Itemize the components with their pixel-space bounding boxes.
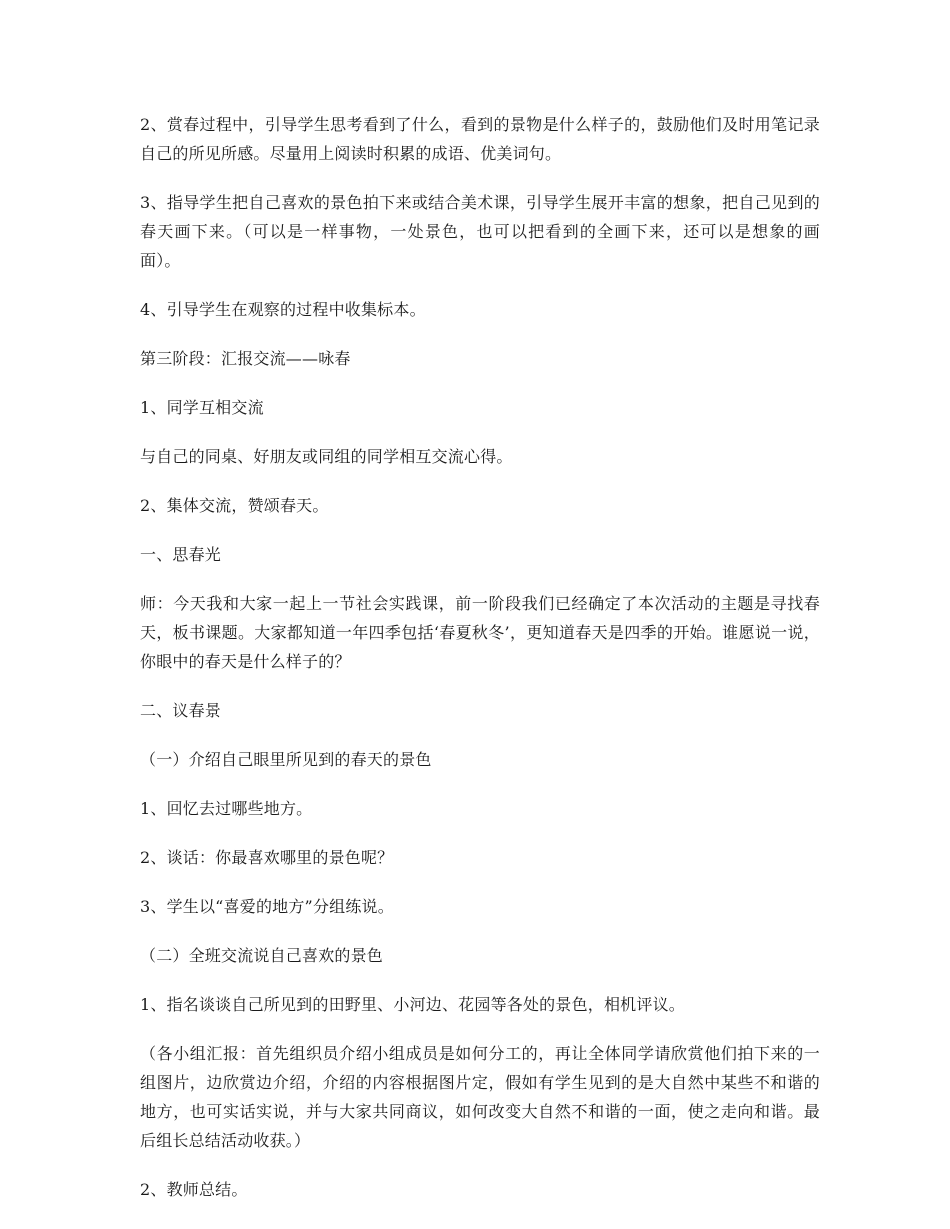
section-heading: 一、思春光: [140, 545, 222, 564]
paragraph: 1、指名谈谈自己所见到的田野里、小河边、花园等各处的景色，相机评议。: [140, 995, 685, 1014]
paragraph: 2、赏春过程中，引导学生思考看到了什么，看到的景物是什么样子的，鼓励他们及时用笔记录自己的所见所感。尽量用上阅读时积累的成语、优美词句。: [140, 115, 820, 163]
section-heading: 第三阶段：汇报交流——咏春: [140, 349, 351, 368]
paragraph: 1、同学互相交流: [140, 398, 264, 417]
paragraph: 3、学生以“喜爱的地方”分组练说。: [140, 897, 394, 916]
paragraph: 2、集体交流，赞颂春天。: [140, 496, 329, 515]
paragraph: 3、指导学生把自己喜欢的景色拍下来或结合美术课，引导学生展开丰富的想象，把自己见到的春天画下来。（可以是一样事物，一处景色，也可以把看到的全画下来，还可以是想象的画面）。: [140, 193, 820, 270]
document-body: [140, 110, 820, 1224]
paragraph: 师：今天我和大家一起上一节社会实践课，前一阶段我们已经确定了本次活动的主题是寻找春天，板书课题。大家都知道一年四季包括‘春夏秋冬’，更知道春天是四季的开始。谁愿说一说，你眼中的春天是什么样子的？: [140, 594, 820, 671]
paragraph: 4、引导学生在观察的过程中收集标本。: [140, 300, 426, 319]
paragraph: 2、谈话：你最喜欢哪里的景色呢？: [140, 848, 394, 867]
subsection-heading: （一）介绍自己眼里所见到的春天的景色: [140, 750, 432, 769]
paragraph: 1、回忆去过哪些地方。: [140, 799, 313, 818]
paragraph: 与自己的同桌、好朋友或同组的同学相互交流心得。: [140, 447, 513, 466]
section-heading: 二、议春景: [140, 701, 222, 720]
paragraph: （各小组汇报：首先组织员介绍小组成员是如何分工的，再让全体同学请欣赏他们拍下来的一组图片，边欣赏边介绍，介绍的内容根据图片定，假如有学生见到的是大自然中某些不和谐的地方，也可实话实说，并与大家共同商议，如何改变大自然不和谐的一面，使之走向和谐。最后组长总结活动收获。）: [140, 1044, 820, 1150]
paragraph: 2、教师总结。: [140, 1180, 248, 1199]
subsection-heading: （二）全班交流说自己喜欢的景色: [140, 946, 384, 965]
